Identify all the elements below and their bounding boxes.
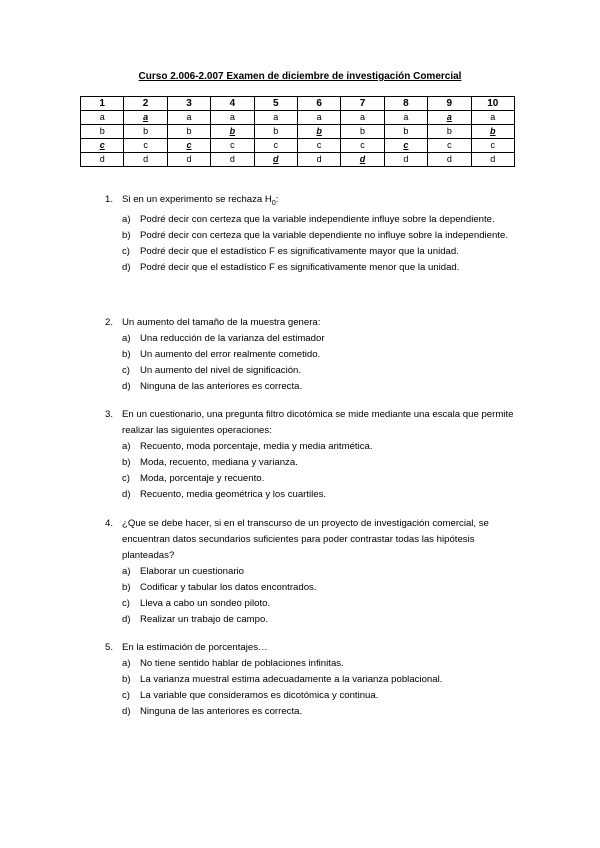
question-number-header: 3 [167, 97, 210, 111]
answer-row-a [81, 111, 515, 125]
answer-cell: d [384, 153, 427, 167]
option-b [105, 672, 525, 688]
option-d [105, 379, 525, 395]
question-number: 5. [105, 642, 114, 653]
option-c [105, 688, 525, 704]
option-text: Ninguna de las anteriores es correcta. [140, 381, 303, 392]
option-letter: a) [122, 213, 131, 225]
question-number: 3. [105, 409, 114, 420]
answer-cell: b [167, 125, 210, 139]
option-letter: b) [122, 582, 131, 593]
option-text: Elaborar un cuestionario [140, 566, 244, 577]
answer-cell: a [81, 111, 124, 125]
answer-cell: d [471, 153, 514, 167]
answer-cell: b [254, 125, 297, 139]
answer-cell: c [471, 139, 514, 153]
exam-title: Curso 2.006-2.007 Examen de diciembre de investigación Comercial [138, 71, 462, 82]
option-text: Ninguna de las anteriores es correcta. [140, 706, 303, 717]
option-text: Una reducción de la varianza del estimador [140, 333, 325, 344]
question-number: 2. [105, 317, 114, 328]
answer-row-b [81, 125, 515, 139]
option-letter: c) [122, 598, 130, 609]
option-text: Un aumento del nivel de significación. [140, 365, 302, 376]
answer-table [80, 96, 515, 167]
option-text: Podré decir que el estadístico F es significativamente mayor que la unidad. [140, 245, 459, 257]
option-c [105, 596, 525, 612]
option-c [105, 244, 525, 260]
option-letter: a) [122, 658, 131, 669]
answer-cell-marked: d [254, 153, 297, 167]
question-1 [105, 192, 525, 276]
option-text: Codificar y tabular los datos encontrados. [140, 582, 317, 593]
option-text: Recuento, media geométrica y los cuartiles. [140, 489, 327, 500]
answer-table-header-row [81, 97, 515, 111]
answer-cell-marked: c [81, 139, 124, 153]
answer-cell: d [81, 153, 124, 167]
answer-cell: c [297, 139, 340, 153]
answer-cell: c [254, 139, 297, 153]
option-letter: d) [122, 614, 131, 625]
option-a [105, 439, 525, 455]
option-a [105, 331, 525, 347]
option-text: La variable que consideramos es dicotómica y continua. [140, 690, 379, 701]
option-letter: c) [122, 245, 130, 257]
answer-cell: a [384, 111, 427, 125]
answer-cell-marked: c [167, 139, 210, 153]
option-d [105, 260, 525, 276]
question-number-header: 2 [124, 97, 167, 111]
option-a [105, 564, 525, 580]
answer-cell: a [211, 111, 254, 125]
option-b [105, 580, 525, 596]
option-letter: b) [122, 349, 131, 360]
question-number-header: 10 [471, 97, 514, 111]
option-text: Realizar un trabajo de campo. [140, 614, 268, 625]
question-2 [105, 315, 525, 395]
option-c [105, 363, 525, 379]
question-stem: En un cuestionario, una pregunta filtro dicotómica se mide mediante una escala que permite realizar las siguientes operaciones: [122, 409, 514, 436]
answer-cell: c [341, 139, 384, 153]
question-number-header: 6 [297, 97, 340, 111]
answer-cell: a [297, 111, 340, 125]
question-number-header: 1 [81, 97, 124, 111]
answer-cell-marked: a [428, 111, 471, 125]
answer-row-d [81, 153, 515, 167]
option-a [105, 212, 525, 228]
option-letter: a) [122, 441, 131, 452]
option-letter: b) [122, 457, 131, 468]
option-letter: c) [122, 690, 130, 701]
answer-cell: d [211, 153, 254, 167]
option-letter: c) [122, 365, 130, 376]
question-number-header: 8 [384, 97, 427, 111]
question-number-header: 5 [254, 97, 297, 111]
option-text: Un aumento del error realmente cometido. [140, 349, 321, 360]
question-number-header: 9 [428, 97, 471, 111]
question-number: 1. [105, 194, 114, 205]
option-letter: b) [122, 229, 131, 241]
option-text: Lleva a cabo un sondeo piloto. [140, 598, 271, 609]
question-number: 4. [105, 518, 114, 529]
answer-cell: d [167, 153, 210, 167]
option-text: Recuento, moda porcentaje, media y media aritmética. [140, 441, 373, 452]
option-letter: a) [122, 566, 131, 577]
option-letter: b) [122, 674, 131, 685]
answer-cell-marked: b [471, 125, 514, 139]
option-text: Podré decir con certeza que la variable independiente influye sobre la dependiente. [140, 213, 495, 225]
question-4 [105, 516, 525, 628]
answer-cell-marked: b [297, 125, 340, 139]
option-b [105, 455, 525, 471]
question-3 [105, 407, 525, 503]
question-stem: Un aumento del tamaño de la muestra genera: [122, 317, 321, 328]
question-stem-text: Si en un experimento se rechaza H [122, 194, 272, 205]
option-letter: c) [122, 473, 130, 484]
option-letter: d) [122, 261, 131, 273]
question-number-header: 7 [341, 97, 384, 111]
answer-cell: c [124, 139, 167, 153]
answer-cell-marked: b [211, 125, 254, 139]
option-text: Moda, porcentaje y recuento. [140, 473, 265, 484]
question-stem: En la estimación de porcentajes… [122, 642, 268, 653]
option-text: Moda, recuento, mediana y varianza. [140, 457, 298, 468]
answer-cell-marked: a [124, 111, 167, 125]
option-letter: d) [122, 381, 131, 392]
question-5 [105, 640, 525, 720]
answer-row-c [81, 139, 515, 153]
option-a [105, 656, 525, 672]
answer-cell-marked: d [341, 153, 384, 167]
question-stem [122, 192, 525, 212]
option-b [105, 228, 525, 244]
answer-cell: a [254, 111, 297, 125]
option-text: No tiene sentido hablar de poblaciones infinitas. [140, 658, 344, 669]
answer-cell: b [341, 125, 384, 139]
option-letter: d) [122, 706, 131, 717]
answer-cell: d [124, 153, 167, 167]
answer-cell: d [428, 153, 471, 167]
option-text: La varianza muestral estima adecuadamente a la varianza poblacional. [140, 674, 443, 685]
option-c [105, 471, 525, 487]
option-text: Podré decir que el estadístico F es significativamente menor que la unidad. [140, 261, 460, 273]
option-letter: d) [122, 489, 131, 500]
answer-cell: a [341, 111, 384, 125]
option-text: Podré decir con certeza que la variable dependiente no influye sobre la independiente. [140, 229, 509, 241]
answer-cell: b [124, 125, 167, 139]
answer-cell: b [384, 125, 427, 139]
option-d [105, 612, 525, 628]
subscript-zero: 0 [271, 199, 276, 207]
answer-cell: d [297, 153, 340, 167]
answer-cell: a [471, 111, 514, 125]
answer-cell: b [81, 125, 124, 139]
answer-cell: c [211, 139, 254, 153]
option-d [105, 487, 525, 503]
question-stem: ¿Que se debe hacer, si en el transcurso de un proyecto de investigación comercial, se encuentran datos secundarios suficientes para poder contrastar todas las hipótesis planteadas? [122, 518, 489, 561]
answer-cell: c [428, 139, 471, 153]
answer-cell-marked: c [384, 139, 427, 153]
answer-cell: b [428, 125, 471, 139]
option-letter: a) [122, 333, 131, 344]
option-d [105, 704, 525, 720]
question-number-header: 4 [211, 97, 254, 111]
answer-cell: a [167, 111, 210, 125]
question-stem-colon: : [275, 194, 279, 205]
option-b [105, 347, 525, 363]
